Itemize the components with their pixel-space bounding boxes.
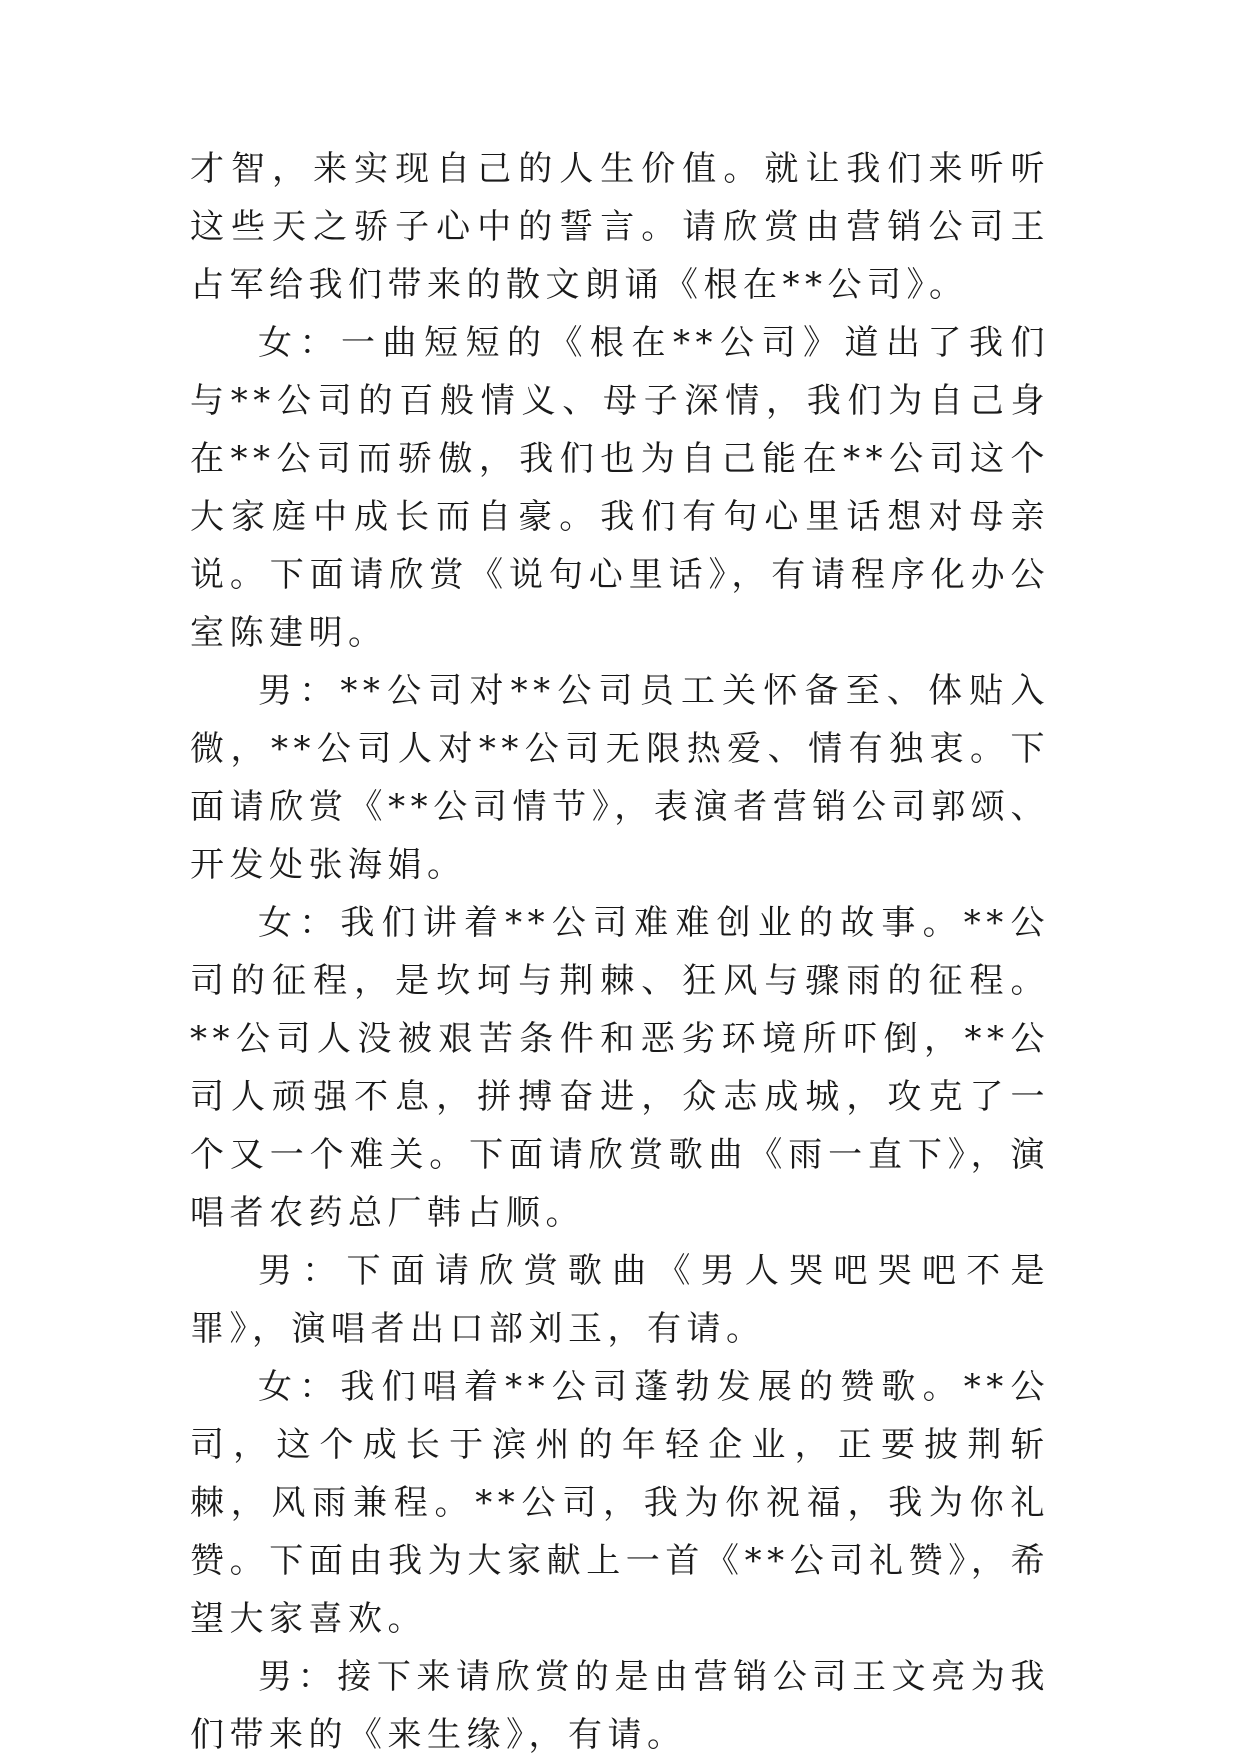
- document-page: [190, 140, 1050, 1764]
- paragraph-female-host-3: 女：我们唱着**公司蓬勃发展的赞歌。**公司，这个成长于滨州的年轻企业，正要披荆斩棘，风雨兼程。**公司，我为你祝福，我为你礼赞。下面由我为大家献上一首《**公司礼赞》，希望大家喜欢。: [190, 1367, 1050, 1639]
- paragraph-female-host-2: 女：我们讲着**公司难难创业的故事。**公司的征程，是坎坷与荆棘、狂风与骤雨的征程。**公司人没被艰苦条件和恶劣环境所吓倒，**公司人顽强不息，拼搏奋进，众志成城，攻克了一个又一个难关。下面请欣赏歌曲《雨一直下》，演唱者农药总厂韩占顺。: [190, 903, 1050, 1233]
- paragraph-male-host-3: 男：接下来请欣赏的是由营销公司王文亮为我们带来的《来生缘》，有请。: [190, 1657, 1050, 1755]
- paragraph-female-host-1: 女：一曲短短的《根在**公司》道出了我们与**公司的百般情义、母子深情，我们为自己身在**公司而骄傲，我们也为自己能在**公司这个大家庭中成长而自豪。我们有句心里话想对母亲说。下面请欣赏《说句心里话》，有请程序化办公室陈建明。: [190, 323, 1050, 653]
- paragraph-male-host-1: 男：**公司对**公司员工关怀备至、体贴入微，**公司人对**公司无限热爱、情有独衷。下面请欣赏《**公司情节》，表演者营销公司郭颂、开发处张海娟。: [190, 671, 1050, 885]
- paragraph-continuation: 才智，来实现自己的人生价值。就让我们来听听这些天之骄子心中的誓言。请欣赏由营销公司王占军给我们带来的散文朗诵《根在**公司》。: [190, 149, 1050, 305]
- paragraph-male-host-2: 男：下面请欣赏歌曲《男人哭吧哭吧不是罪》，演唱者出口部刘玉，有请。: [190, 1251, 1050, 1349]
